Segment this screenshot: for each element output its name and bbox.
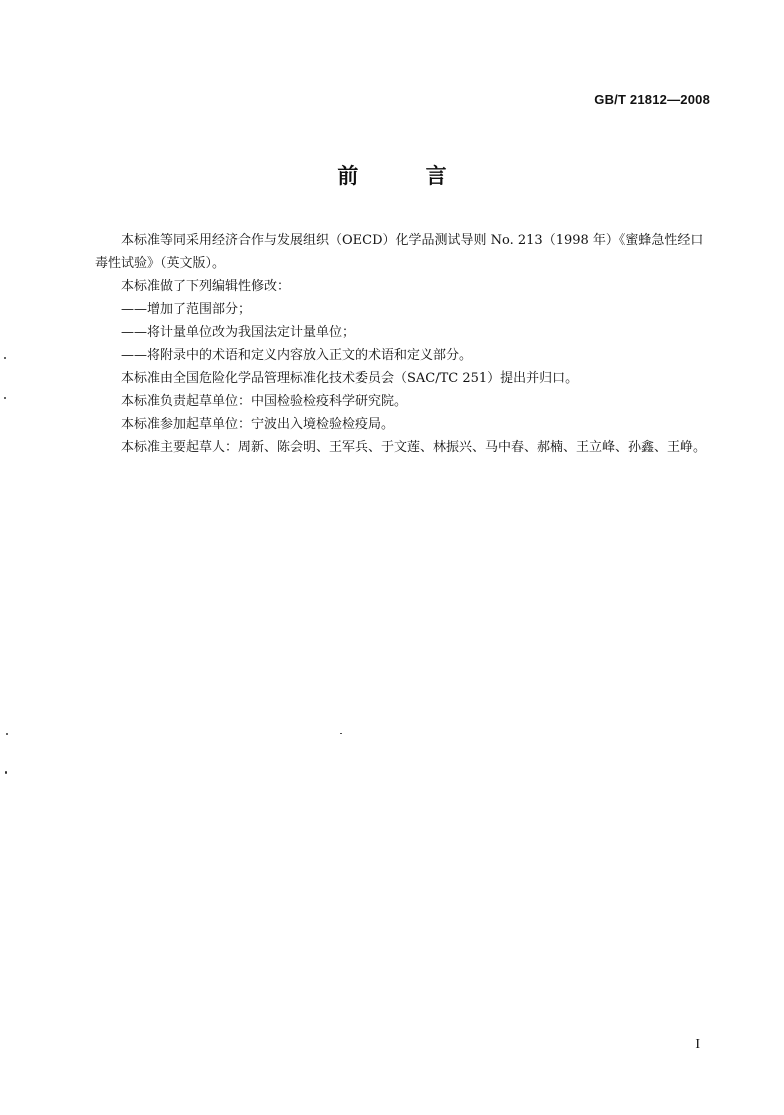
list-item-scope: ——增加了范围部分；: [121, 302, 252, 317]
scan-speck: [4, 397, 6, 399]
preface-body: [95, 229, 715, 459]
list-item-units: ——将计量单位改为我国法定计量单位；: [121, 325, 356, 340]
paragraph-participating-unit: 本标准参加起草单位：宁波出入境检验检疫局。: [121, 417, 395, 432]
scan-speck: [340, 733, 342, 734]
page-title: 前 言: [337, 164, 477, 188]
paragraph-drafting-unit: 本标准负责起草单位：中国检验检疫科学研究院。: [121, 394, 408, 409]
standard-code: GB/T 21812—2008: [594, 92, 710, 107]
paragraph-proposed-by: 本标准由全国危险化学品管理标准化技术委员会（SAC/TC 251）提出并归口。: [121, 371, 579, 386]
paragraph-drafters: 本标准主要起草人：周新、陈会明、王军兵、于文莲、林振兴、马中春、郝楠、王立峰、孙鑫、王峥。: [121, 440, 707, 455]
paragraph-adoption: 本标准等同采用经济合作与发展组织（OECD）化学品测试导则 No. 213（1998 年）《蜜蜂急性经口毒性试验》（英文版）。: [95, 233, 704, 271]
scan-speck: [4, 357, 6, 359]
page-number: I: [695, 1037, 700, 1052]
list-item-terms: ——将附录中的术语和定义内容放入正文的术语和定义部分。: [121, 348, 473, 363]
paragraph-modifications-intro: 本标准做了下列编辑性修改：: [121, 279, 291, 294]
scan-speck: [6, 733, 8, 735]
scan-speck: [5, 771, 7, 774]
